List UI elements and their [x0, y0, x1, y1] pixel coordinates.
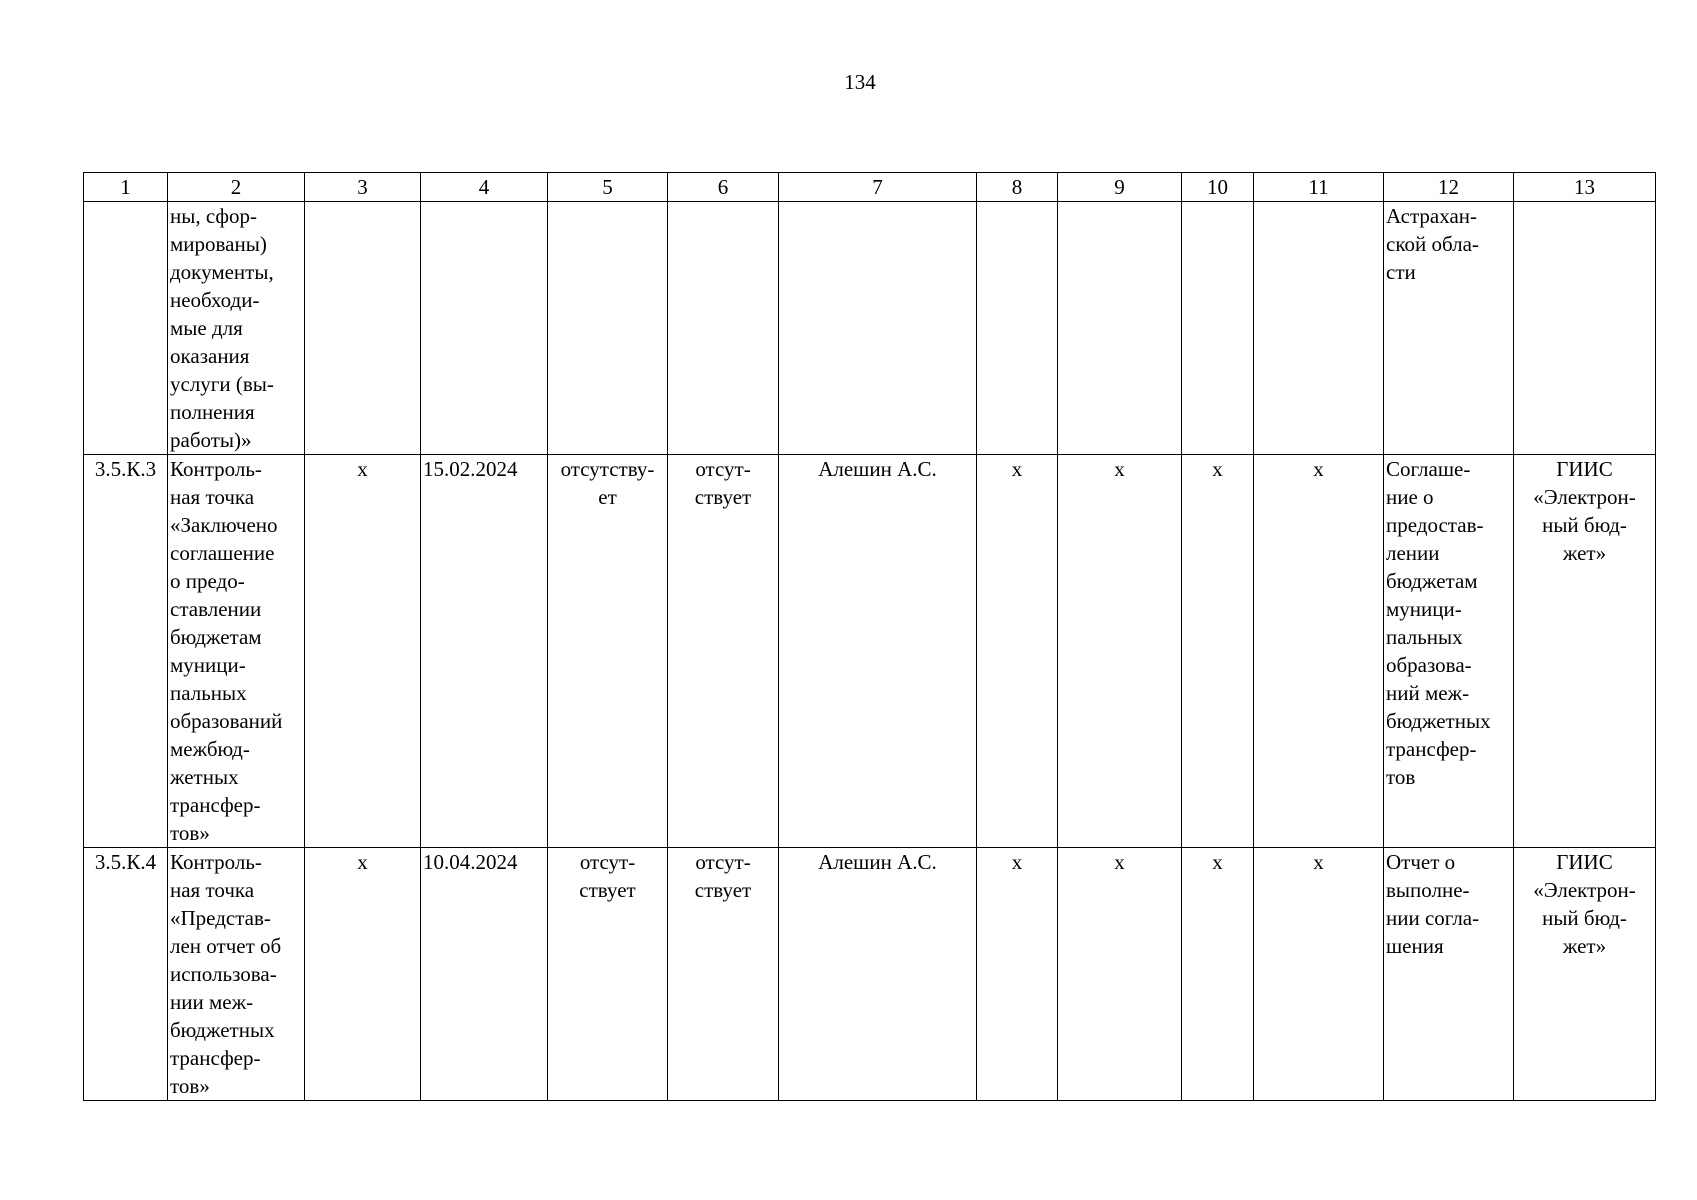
cell-col9: х — [1058, 455, 1182, 848]
header-cell-4: 4 — [421, 173, 548, 202]
cell-document: Астрахан- ской обла- сти — [1384, 202, 1514, 455]
header-cell-9: 9 — [1058, 173, 1182, 202]
cell-system: ГИИС «Электрон- ный бюд- жет» — [1514, 455, 1656, 848]
header-cell-6: 6 — [668, 173, 779, 202]
cell-system — [1514, 202, 1656, 455]
table-row — [84, 455, 1656, 848]
cell-col3: х — [305, 455, 421, 848]
header-cell-2: 2 — [168, 173, 305, 202]
cell-col10 — [1182, 202, 1254, 455]
cell-col3: х — [305, 848, 421, 1101]
header-cell-5: 5 — [548, 173, 668, 202]
cell-name: Контроль- ная точка «Представ- лен отчет об использова- нии меж- бюджетных трансфер- тов» — [168, 848, 305, 1101]
cell-responsible: Алешин А.С. — [779, 848, 977, 1101]
header-cell-3: 3 — [305, 173, 421, 202]
cell-system: ГИИС «Электрон- ный бюд- жет» — [1514, 848, 1656, 1101]
cell-col11: х — [1254, 455, 1384, 848]
cell-responsible — [779, 202, 977, 455]
cell-col11 — [1254, 202, 1384, 455]
header-cell-11: 11 — [1254, 173, 1384, 202]
header-cell-10: 10 — [1182, 173, 1254, 202]
cell-document: Соглаше- ние о предостав- лении бюджетам муници- пальных образова- ний меж- бюджетных трансфер- тов — [1384, 455, 1514, 848]
cell-code: 3.5.К.4 — [84, 848, 168, 1101]
header-cell-13: 13 — [1514, 173, 1656, 202]
cell-col11: х — [1254, 848, 1384, 1101]
cell-responsible: Алешин А.С. — [779, 455, 977, 848]
table-row — [84, 202, 1656, 455]
plan-table — [83, 172, 1656, 1101]
cell-code — [84, 202, 168, 455]
cell-date — [421, 202, 548, 455]
cell-col8: х — [977, 455, 1058, 848]
cell-date: 15.02.2024 — [421, 455, 548, 848]
cell-col5 — [548, 202, 668, 455]
header-cell-8: 8 — [977, 173, 1058, 202]
header-cell-12: 12 — [1384, 173, 1514, 202]
cell-col9: х — [1058, 848, 1182, 1101]
cell-col6: отсут- ствует — [668, 848, 779, 1101]
cell-code: 3.5.К.3 — [84, 455, 168, 848]
cell-col10: х — [1182, 848, 1254, 1101]
cell-col8 — [977, 202, 1058, 455]
cell-name: ны, сфор- мированы) документы, необходи- мые для оказания услуги (вы- полнения работы)» — [168, 202, 305, 455]
cell-date: 10.04.2024 — [421, 848, 548, 1101]
cell-name: Контроль- ная точка «Заключено соглашение о предо- ставлении бюджетам муници- пальных образований межбюд- жетных трансфер- тов» — [168, 455, 305, 848]
header-cell-1: 1 — [84, 173, 168, 202]
cell-col8: х — [977, 848, 1058, 1101]
cell-col6 — [668, 202, 779, 455]
cell-col10: х — [1182, 455, 1254, 848]
cell-col3 — [305, 202, 421, 455]
cell-col6: отсут- ствует — [668, 455, 779, 848]
cell-document: Отчет о выполне- нии согла- шения — [1384, 848, 1514, 1101]
table-row — [84, 848, 1656, 1101]
cell-col9 — [1058, 202, 1182, 455]
header-row — [84, 173, 1656, 202]
cell-col5: отсут- ствует — [548, 848, 668, 1101]
cell-col5: отсутству- ет — [548, 455, 668, 848]
header-cell-7: 7 — [779, 173, 977, 202]
page-number: 134 — [844, 70, 876, 94]
